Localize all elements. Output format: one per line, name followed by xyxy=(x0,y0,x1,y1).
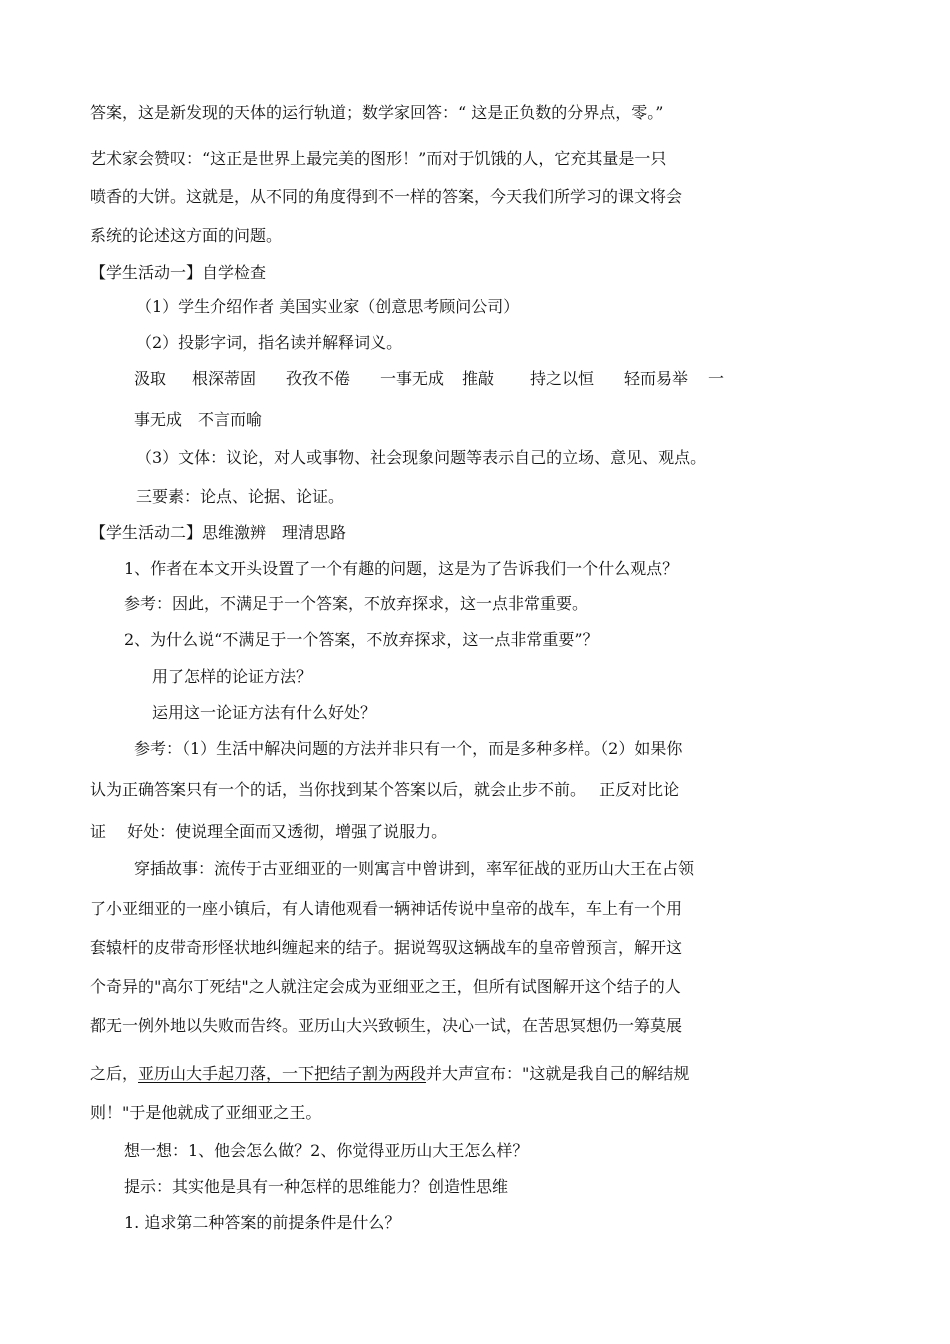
vocab-word: 孜孜不倦 xyxy=(286,369,351,388)
paragraph-line: 认为正确答案只有一个的话，当你找到某个答案以后，就会止步不前。 正反对比论 xyxy=(90,780,680,799)
paragraph-line: 个奇异的"高尔丁死结"之人就注定会成为亚细亚之王，但所有试图解开这个结子的人 xyxy=(90,977,681,996)
paragraph-line: 艺术家会赞叹：“这正是世界上最完美的图形！”而对于饥饿的人，它充其量是一只 xyxy=(90,149,667,168)
vocab-word: 根深蒂固 xyxy=(192,369,257,388)
paragraph-line: 1、作者在本文开头设置了一个有趣的问题，这是为了告诉我们一个什么观点？ xyxy=(124,559,679,578)
paragraph-line: 证 好处：使说理全面而又透彻，增强了说服力。 xyxy=(90,822,448,841)
paragraph-line: 参考：因此，不满足于一个答案，不放弃探求，这一点非常重要。 xyxy=(124,594,589,613)
vocab-word: 一事无成 xyxy=(380,369,445,388)
text-run: 之后， xyxy=(90,1064,139,1083)
paragraph-line: 套辕杆的皮带奇形怪状地纠缠起来的结子。据说驾驭这辆战车的皇帝曾预言，解开这 xyxy=(90,938,683,957)
paragraph-line: 答案，这是新发现的天体的运行轨道；数学家回答：“ 这是正负数的分界点，零。” xyxy=(90,103,664,122)
paragraph-line: 用了怎样的论证方法？ xyxy=(152,667,313,686)
paragraph-line: 事无成 不言而喻 xyxy=(134,410,263,429)
paragraph-line: 都无一例外地以失败而告终。亚历山大兴致顿生，决心一试，在苦思冥想仍一筹莫展 xyxy=(90,1016,683,1035)
vocab-word: 推敲 xyxy=(462,369,495,388)
vocab-word: 一 xyxy=(708,369,725,388)
paragraph-line: 2、为什么说“不满足于一个答案，不放弃探求，这一点非常重要”？ xyxy=(124,630,599,649)
paragraph-line: 则！"于是他就成了亚细亚之王。 xyxy=(90,1103,322,1122)
paragraph-line: 穿插故事：流传于古亚细亚的一则寓言中曾讲到，率军征战的亚历山大王在占领 xyxy=(134,859,695,878)
paragraph-line: 运用这一论证方法有什么好处？ xyxy=(152,703,377,722)
paragraph-line: 喷香的大饼。这就是，从不同的角度得到不一样的答案，今天我们所学习的课文将会 xyxy=(90,187,683,206)
paragraph-line: 系统的论述这方面的问题。 xyxy=(90,226,283,245)
paragraph-line: （1）学生介绍作者 美国实业家（创意思考顾问公司） xyxy=(136,297,520,316)
vocab-word: 轻而易举 xyxy=(624,369,689,388)
paragraph-line xyxy=(90,1064,689,1084)
paragraph-line: （2）投影字词，指名读并解释词义。 xyxy=(136,333,403,352)
section-heading: 【学生活动一】自学检查 xyxy=(90,263,267,282)
underlined-text: 亚历山大手起刀落，一下把结子割为两段 xyxy=(138,1064,427,1083)
paragraph-line: 想一想：1、他会怎么做？2、你觉得亚历山大王怎么样？ xyxy=(124,1141,529,1160)
vocab-word: 汲取 xyxy=(134,369,167,388)
paragraph-line: 了小亚细亚的一座小镇后，有人请他观看一辆神话传说中皇帝的战车，车上有一个用 xyxy=(90,899,683,918)
paragraph-line: （3）文体：议论，对人或事物、社会现象问题等表示自己的立场、意见、观点。 xyxy=(136,448,707,467)
section-heading: 【学生活动二】思维激辨 理清思路 xyxy=(90,523,347,542)
text-run: 并大声宣布："这就是我自己的解结规 xyxy=(426,1064,690,1083)
paragraph-line: 三要素：论点、论据、论证。 xyxy=(136,487,345,506)
vocab-word: 持之以恒 xyxy=(530,369,595,388)
paragraph-line: 提示：其实他是具有一种怎样的思维能力？创造性思维 xyxy=(124,1177,509,1196)
paragraph-line: 参考：（1）生活中解决问题的方法并非只有一个，而是多种多样。（2）如果你 xyxy=(134,739,683,758)
paragraph-line: 1. 追求第二种答案的前提条件是什么？ xyxy=(124,1213,401,1232)
